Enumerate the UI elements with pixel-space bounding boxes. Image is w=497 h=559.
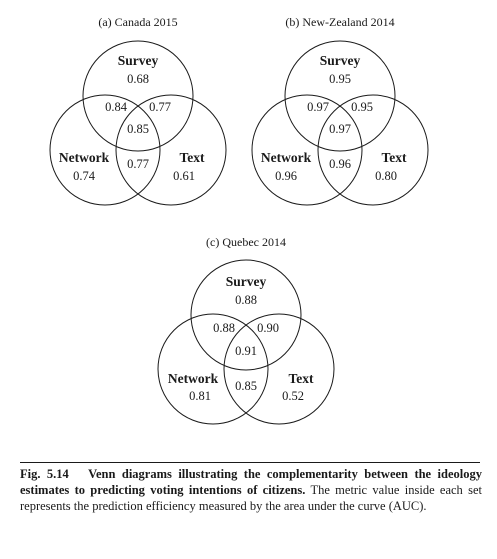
all-three-value: 0.91 (235, 344, 257, 358)
panel-title: (a) Canada 2015 (98, 15, 178, 29)
text-label: Text (288, 371, 314, 386)
text-only-value: 0.52 (282, 389, 304, 403)
survey-label: Survey (319, 53, 361, 68)
all-three-value: 0.85 (127, 122, 149, 136)
survey-only-value: 0.88 (235, 293, 257, 307)
text-circle (318, 95, 428, 205)
all-three-value: 0.97 (329, 122, 351, 136)
survey-text-value: 0.95 (351, 100, 373, 114)
survey-network-value: 0.84 (105, 100, 127, 114)
text-label: Text (381, 150, 407, 165)
venn-panel-new-zealand (252, 15, 428, 205)
caption-rule (20, 462, 480, 463)
text-label: Text (179, 150, 205, 165)
venn-panel-canada (50, 15, 226, 205)
network-only-value: 0.81 (189, 389, 211, 403)
network-label: Network (260, 150, 312, 165)
survey-network-value: 0.88 (213, 321, 235, 335)
network-label: Network (58, 150, 110, 165)
survey-text-value: 0.77 (149, 100, 171, 114)
survey-only-value: 0.95 (329, 72, 351, 86)
survey-text-value: 0.90 (257, 321, 279, 335)
network-text-value: 0.96 (329, 157, 351, 171)
caption-label: Fig. 5.14 (20, 467, 69, 481)
caption-text: The metric value inside each set represents the prediction efficiency measured by the area under the curve (AUC). (20, 483, 482, 513)
network-label: Network (167, 371, 219, 386)
text-circle (224, 314, 334, 424)
caption-bold-text: Venn diagrams illustrating the complementarity between the ideology estimates to predicting voting intentions of citizens. (20, 467, 482, 497)
text-circle (116, 95, 226, 205)
survey-label: Survey (117, 53, 159, 68)
panel-title: (b) New-Zealand 2014 (285, 15, 395, 29)
survey-only-value: 0.68 (127, 72, 149, 86)
network-only-value: 0.74 (73, 169, 95, 183)
network-text-value: 0.77 (127, 157, 149, 171)
network-only-value: 0.96 (275, 169, 297, 183)
network-text-value: 0.85 (235, 379, 257, 393)
survey-network-value: 0.97 (307, 100, 329, 114)
text-only-value: 0.80 (375, 169, 397, 183)
survey-label: Survey (225, 274, 267, 289)
text-only-value: 0.61 (173, 169, 195, 183)
figure-caption (20, 466, 482, 514)
venn-panel-quebec (158, 235, 334, 424)
panel-title: (c) Quebec 2014 (206, 235, 286, 249)
